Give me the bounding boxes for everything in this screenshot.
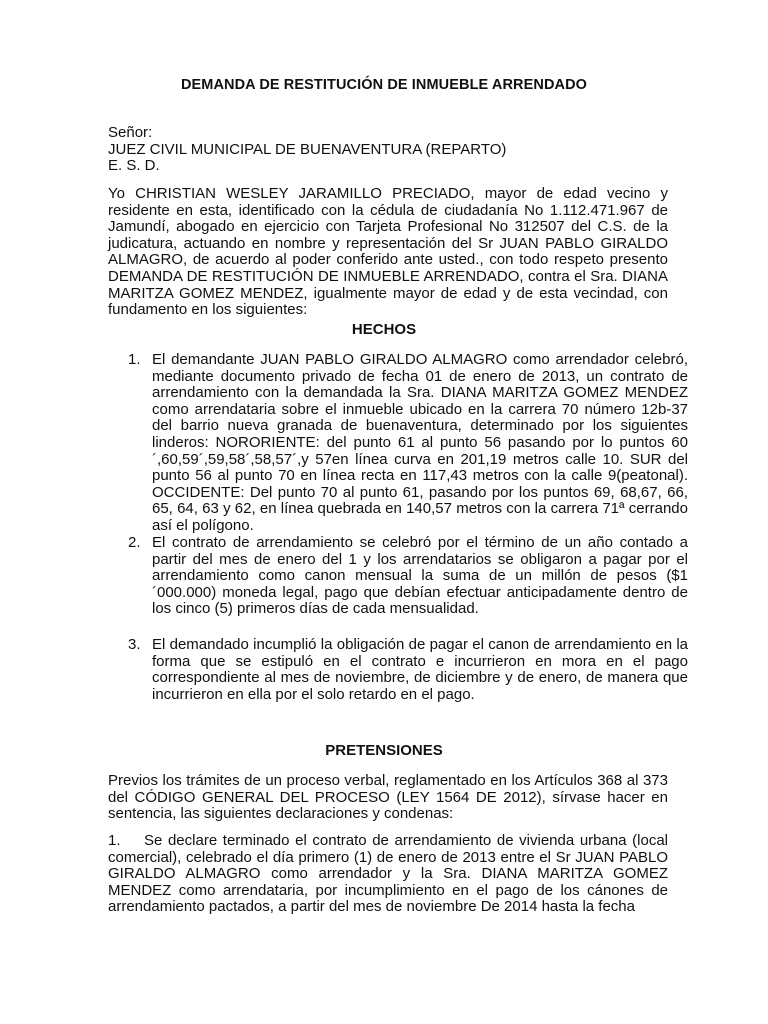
- pretensiones-item-text: Se declare terminado el contrato de arrendamiento de vivienda urbana (local comercial), celebrado el día primero (1) de enero de 2013 entre el Sr JUAN PABLO GIRALDO ALMAGRO como arrendador y la Sra. DIANA MARITZA GOMEZ MENDEZ como arrendataria, por incumplimiento en el pago de los cánones de arrendamiento pactados, a partir del mes de noviembre De 2014 hasta la fecha: [108, 832, 668, 916]
- pretensiones-heading: PRETENSIONES: [325, 742, 443, 759]
- document-title: DEMANDA DE RESTITUCIÓN DE INMUEBLE ARRENDADO: [180, 77, 588, 93]
- hechos-item-number: 2.: [128, 534, 141, 551]
- intro-paragraph: Yo CHRISTIAN WESLEY JARAMILLO PRECIADO, mayor de edad vecino y residente en esta, identificado con la cédula de ciudadanía No 1.112.471.967 de Jamundí, abogado en ejercicio con Tarjeta Profesional No 312507 del C.S. de la judicatura, actuando en nombre y representación del Sr JUAN PABLO GIRALDO ALMAGRO, de acuerdo al poder conferido ante usted., con todo respeto presento DEMANDA DE RESTITUCIÓN DE INMUEBLE ARRENDADO, contra el Sra. DIANA MARITZA GOMEZ MENDEZ, igualmente mayor de edad y de esta vecindad, con fundamento en los siguientes:: [108, 185, 668, 319]
- pretensiones-item-number: 1.: [108, 832, 121, 849]
- hechos-item-number: 1.: [128, 351, 141, 368]
- hechos-item-text: El contrato de arrendamiento se celebró por el término de un año contado a partir del mes de enero del 1 y los arrendatarios se obligaron a pagar por el arrendamiento como canon mensual la suma de un millón de pesos ($1 ´000.000) moneda legal, pago que debían efectuar anticipadamente dentro de los cinco (5) primeros días de cada mensualidad.: [152, 534, 688, 618]
- addressee: [108, 125, 668, 175]
- hechos-heading: HECHOS: [351, 321, 417, 338]
- hechos-item-number: 3.: [128, 636, 141, 653]
- addressee-esd: E. S. D.: [108, 157, 160, 175]
- pretensiones-intro: Previos los trámites de un proceso verbal, reglamentado en los Artículos 368 al 373 del CÓDIGO GENERAL DEL PROCESO (LEY 1564 DE 2012), sírvase hacer en sentencia, las siguientes declaraciones y condenas:: [108, 772, 668, 823]
- addressee-court: JUEZ CIVIL MUNICIPAL DE BUENAVENTURA (REPARTO): [108, 140, 507, 158]
- pretensiones-item: [108, 833, 668, 916]
- hechos-item-text: El demandante JUAN PABLO GIRALDO ALMAGRO como arrendador celebró, mediante documento privado de fecha 01 de enero de 2013, un contrato de arrendamiento con la demandada la Sra. DIANA MARITZA GOMEZ MENDEZ como arrendataria sobre el inmueble ubicado en la carrera 70 número 12b-37 del barrio nueva granada de buenaventura, determinado por los siguientes linderos: NORORIENTE: del punto 61 al punto 56 pasando por lo puntos 60´,60,59´,59,58´,58,57´,y 57en línea curva en 201,19 metros calle 10. SUR del punto 56 al punto 70 en línea recta en 117,43 metros con la calle 9(peatonal). OCCIDENTE: Del punto 70 al punto 61, pasando por los puntos 69, 68,67, 66, 65, 64, 63 y 62, en línea quebrada en 140,57 metros con la carrera 71ª cerrando así el polígono.: [152, 351, 688, 534]
- addressee-salutation: Señor:: [108, 124, 153, 141]
- hechos-item-text: El demandado incumplió la obligación de pagar el canon de arrendamiento en la forma que se estipuló en el contrato e incurrieron en mora en el pago correspondiente al mes de noviembre, de diciembre y de enero, de manera que incurrieron en ella por el solo retardo en el pago.: [152, 636, 688, 703]
